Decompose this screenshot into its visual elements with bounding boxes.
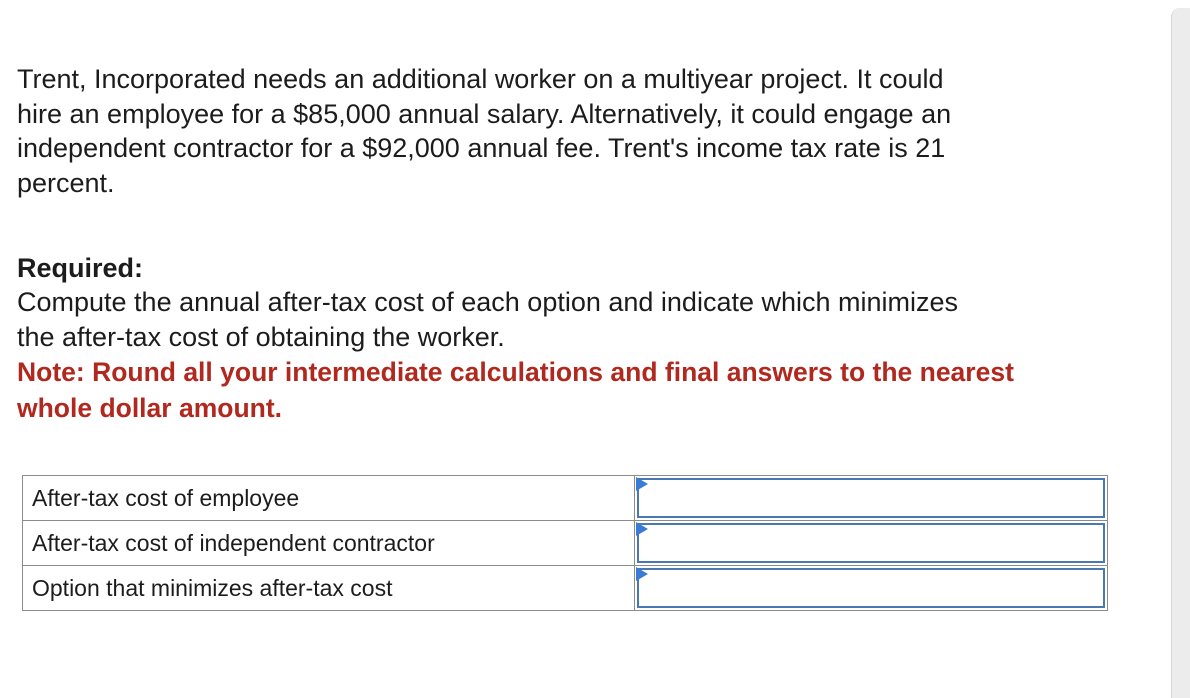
note-line-2: whole dollar amount. xyxy=(17,393,283,423)
problem-line-4: percent. xyxy=(17,167,115,198)
contractor-cost-input[interactable] xyxy=(639,525,1103,561)
minimizing-option-input-box[interactable] xyxy=(637,568,1105,608)
problem-line-2: hire an employee for a $85,000 annual salary. Alternatively, it could engage an xyxy=(17,98,952,129)
input-marker-icon xyxy=(636,522,648,536)
minimizing-option-input[interactable] xyxy=(639,570,1103,606)
answer-cell-minimizing-option xyxy=(635,566,1108,611)
required-line-1: Compute the annual after-tax cost of each option and indicate which minimizes xyxy=(17,287,959,317)
note-line-1: Note: Round all your intermediate calculations and final answers to the nearest xyxy=(17,357,1014,387)
table-row xyxy=(23,476,1108,521)
problem-line-3: independent contractor for a $92,000 annual fee. Trent's income tax rate is 21 xyxy=(17,133,946,163)
required-instructions xyxy=(17,285,1167,354)
employee-cost-input-box[interactable] xyxy=(637,478,1105,518)
employee-cost-input[interactable] xyxy=(639,480,1103,516)
row-label-employee-cost: After-tax cost of employee xyxy=(23,476,635,521)
required-heading: Required: xyxy=(17,253,144,283)
contractor-cost-input-box[interactable] xyxy=(637,523,1105,563)
question-content xyxy=(17,62,1167,426)
vertical-scrollbar[interactable] xyxy=(1171,8,1190,698)
row-label-minimizing-option: Option that minimizes after-tax cost xyxy=(23,566,635,611)
required-line-2: the after-tax cost of obtaining the worker. xyxy=(17,321,505,352)
answer-table xyxy=(22,475,1108,611)
rounding-note xyxy=(17,354,1167,426)
answer-cell-employee-cost xyxy=(635,476,1108,521)
input-marker-icon xyxy=(636,567,648,581)
table-row xyxy=(23,566,1108,611)
input-marker-icon xyxy=(636,477,648,491)
problem-line-1: Trent, Incorporated needs an additional worker on a multiyear project. It could xyxy=(17,64,944,94)
table-row xyxy=(23,521,1108,566)
problem-statement xyxy=(17,62,1167,200)
row-label-contractor-cost: After-tax cost of independent contractor xyxy=(23,521,635,566)
answer-cell-contractor-cost xyxy=(635,521,1108,566)
